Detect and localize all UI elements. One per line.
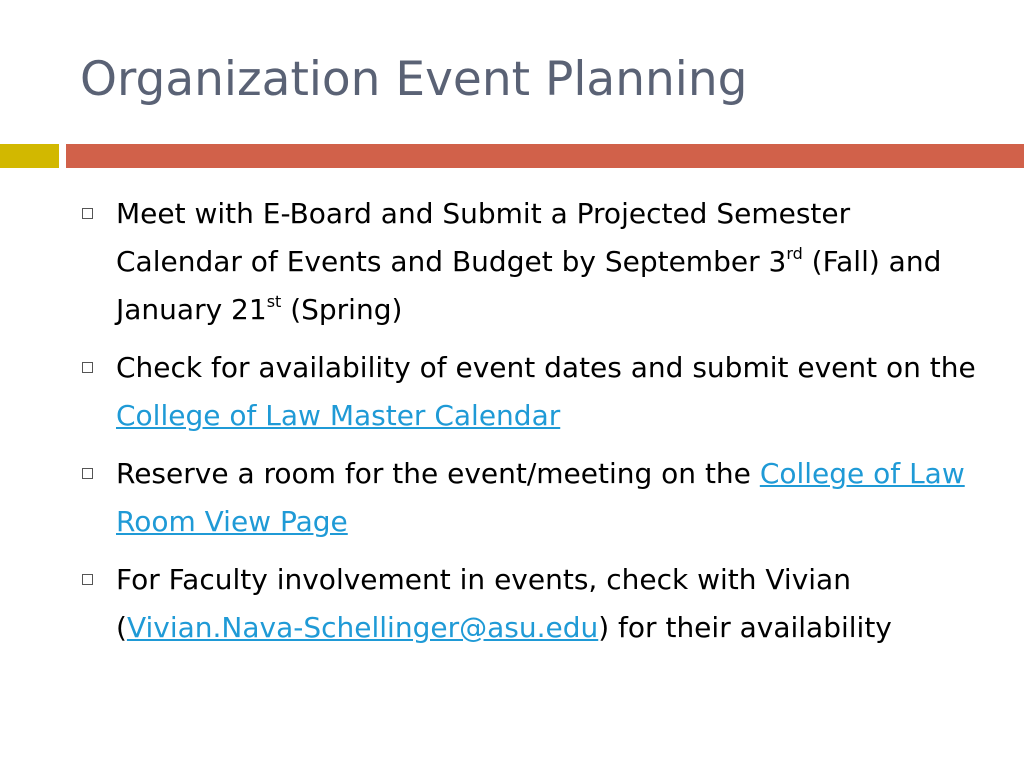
email-link[interactable]: Vivian.Nava-Schellinger@asu.edu <box>126 611 599 644</box>
slide-title: Organization Event Planning <box>80 52 748 107</box>
accent-bar-left <box>0 144 59 168</box>
accent-bar-right <box>66 144 1024 168</box>
square-bullet-icon <box>82 362 93 373</box>
square-bullet-icon <box>82 574 93 585</box>
room-view-page-link[interactable]: College of Law Room View Page <box>116 457 965 538</box>
bullet-text: Reserve a room for the event/meeting on the <box>116 457 760 490</box>
ordinal-suffix: st <box>266 292 282 311</box>
bullet-text: ) for their availability <box>598 611 892 644</box>
bullet-text: For Faculty involvement in events, check with Vivian ( <box>116 563 851 644</box>
bullet-list <box>82 190 982 662</box>
bullet-item-faculty <box>82 556 982 652</box>
ordinal-suffix: rd <box>786 244 803 263</box>
bullet-item-room <box>82 450 982 546</box>
bullet-text: Check for availability of event dates and submit event on the <box>116 351 976 384</box>
square-bullet-icon <box>82 468 93 479</box>
bullet-item-budget <box>82 190 982 334</box>
bullet-text: Meet with E-Board and Submit a Projected Semester Calendar of Events and Budget by September 3 <box>116 197 851 278</box>
square-bullet-icon <box>82 208 93 219</box>
bullet-text: (Spring) <box>281 293 403 326</box>
master-calendar-link[interactable]: College of Law Master Calendar <box>116 399 561 432</box>
bullet-item-calendar <box>82 344 982 440</box>
bullet-text: (Fall) and January 21 <box>116 245 942 326</box>
